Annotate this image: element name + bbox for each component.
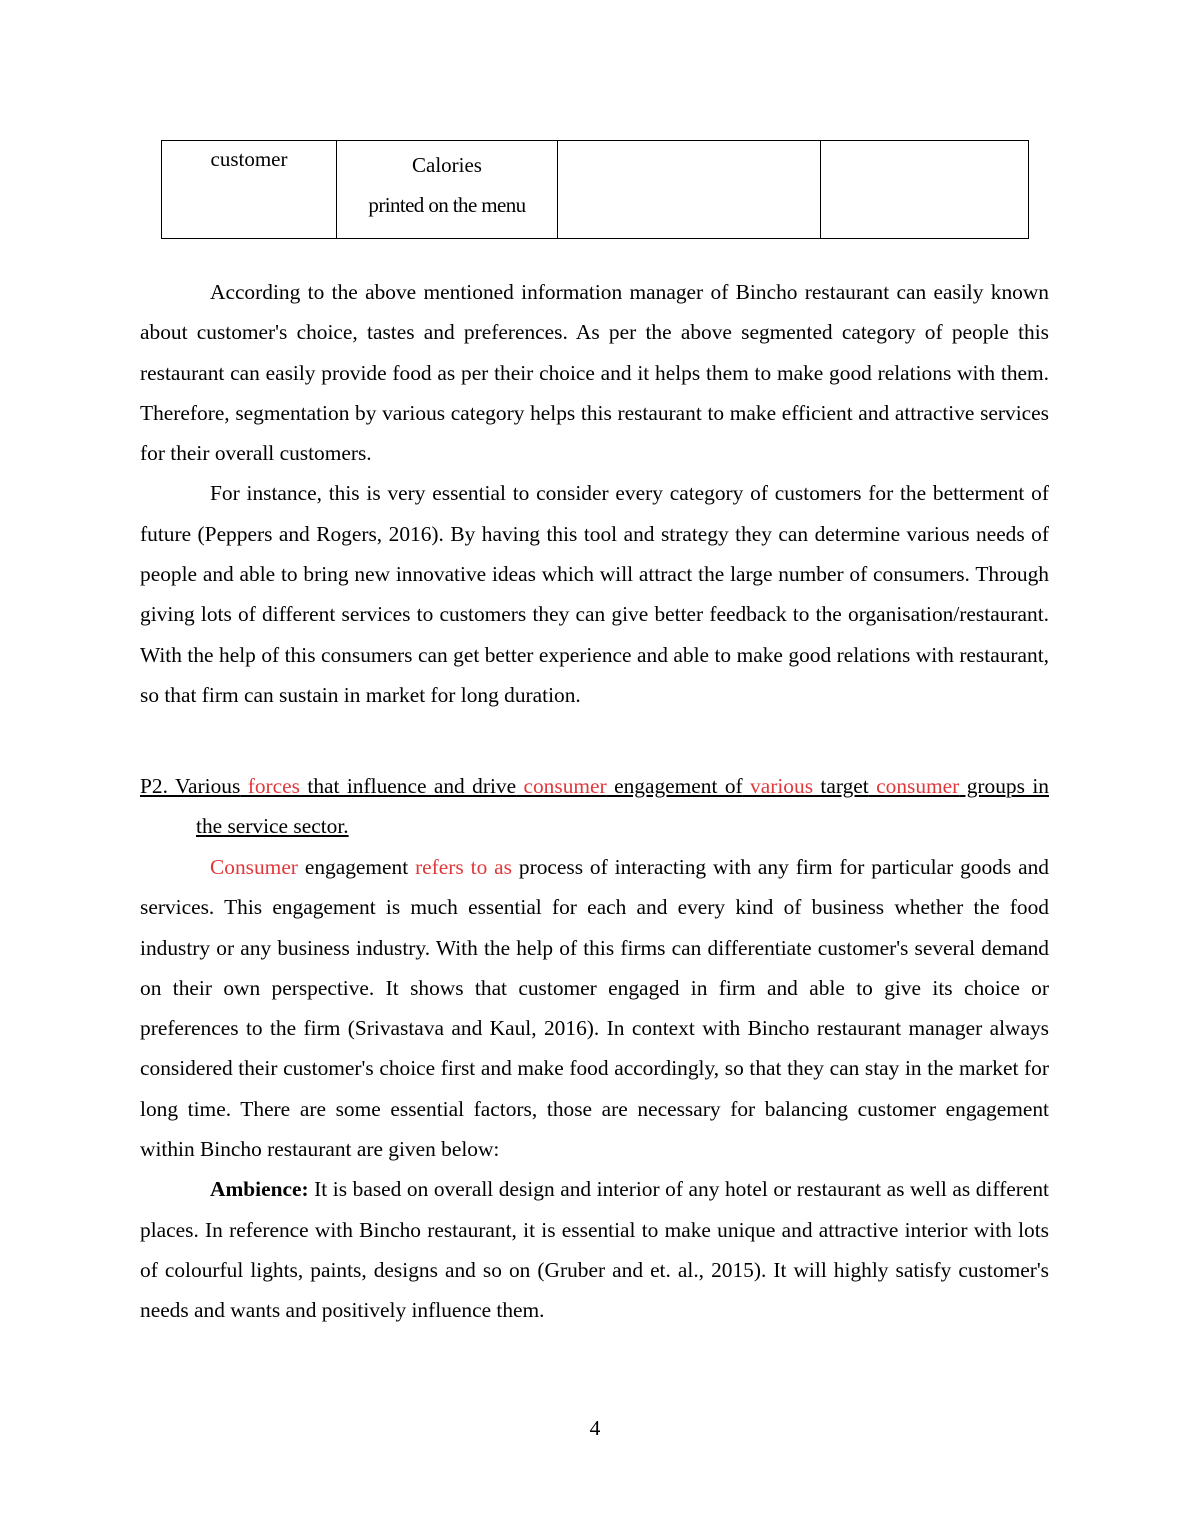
heading-text-1: P2. Various [140, 774, 241, 798]
heading-text-4: target [813, 774, 869, 798]
heading-highlight-consumer-2: consumer [868, 774, 960, 798]
ambience-text: It is based on overall design and interior of any hotel or restaurant as well as different places. In reference with Bincho restaurant, it is essential to make unique and attractive interior with lots of colourful lights, paints, designs and so on (Gruber and et. al., 2015). It will highly satisfy customer's needs and wants and positively influence them. [140, 1177, 1049, 1323]
text-engagement: engagement [297, 855, 416, 879]
heading-highlight-consumer: consumer [516, 774, 607, 798]
section-heading-p2 [140, 766, 1049, 846]
table-cell-empty-4 [821, 141, 1029, 239]
paragraph-consumer-engagement [140, 847, 1049, 1169]
heading-highlight-forces: forces [240, 774, 300, 798]
cell-line-calories: Calories [412, 153, 482, 177]
text-process: process of interacting with any firm for particular goods and services. This engagement is much essential for each and every kind of business whether the food industry or any business industry. With the help of this firms can differentiate customer's several demand on their own perspective. It shows that customer engaged in firm and able to give its choice or preferences to the firm (Srivastava and Kaul, 2016). In context with Bincho restaurant manager always considered their customer's choice first and make food accordingly, so that they can stay in the market for long time. There are some essential factors, those are necessary for balancing customer engagement within Bincho restaurant are given below: [140, 855, 1049, 1162]
heading-text-5: groups in the service sector. [196, 774, 1049, 838]
cell-line-menu: printed on the menu [368, 193, 526, 217]
paragraph-instance: For instance, this is very essential to consider every category of customers for the betterment of future (Peppers and Rogers, 2016). By having this tool and strategy they can determine various needs of people and able to bring new innovative ideas which will attract the large number of consumers. Through giving lots of different services to customers they can give better feedback to the organisation/restaurant. With the help of this consumers can get better experience and able to make good relations with restaurant, so that firm can sustain in market for long duration. [140, 481, 1049, 707]
carried-over-table [161, 140, 1029, 239]
table-row [162, 141, 1029, 239]
paragraph-segmentation: According to the above mentioned information manager of Bincho restaurant can easily known about customer's choice, tastes and preferences. As per the above segmented category of people this restaurant can easily provide food as per their choice and it helps them to make good relations with them. Therefore, segmentation by various category helps this restaurant to make efficient and attractive services for their overall customers. [140, 280, 1049, 466]
table-cell-empty-3 [558, 141, 821, 239]
ambience-label: Ambience: [210, 1177, 309, 1202]
table-cell-segment: customer [162, 141, 337, 239]
heading-highlight-various: various [742, 774, 814, 798]
page-number: 4 [589, 1416, 601, 1440]
heading-text-3: engagement of [606, 774, 743, 798]
highlight-consumer: Consumer [210, 855, 298, 879]
paragraph-ambience [140, 1169, 1049, 1330]
body-section-1 [140, 272, 1049, 715]
table-cell-criteria [337, 141, 558, 239]
highlight-refers-to-as: refers to as [415, 855, 512, 879]
heading-text-2: that influence and drive [299, 774, 517, 798]
body-section-2 [140, 847, 1049, 1331]
